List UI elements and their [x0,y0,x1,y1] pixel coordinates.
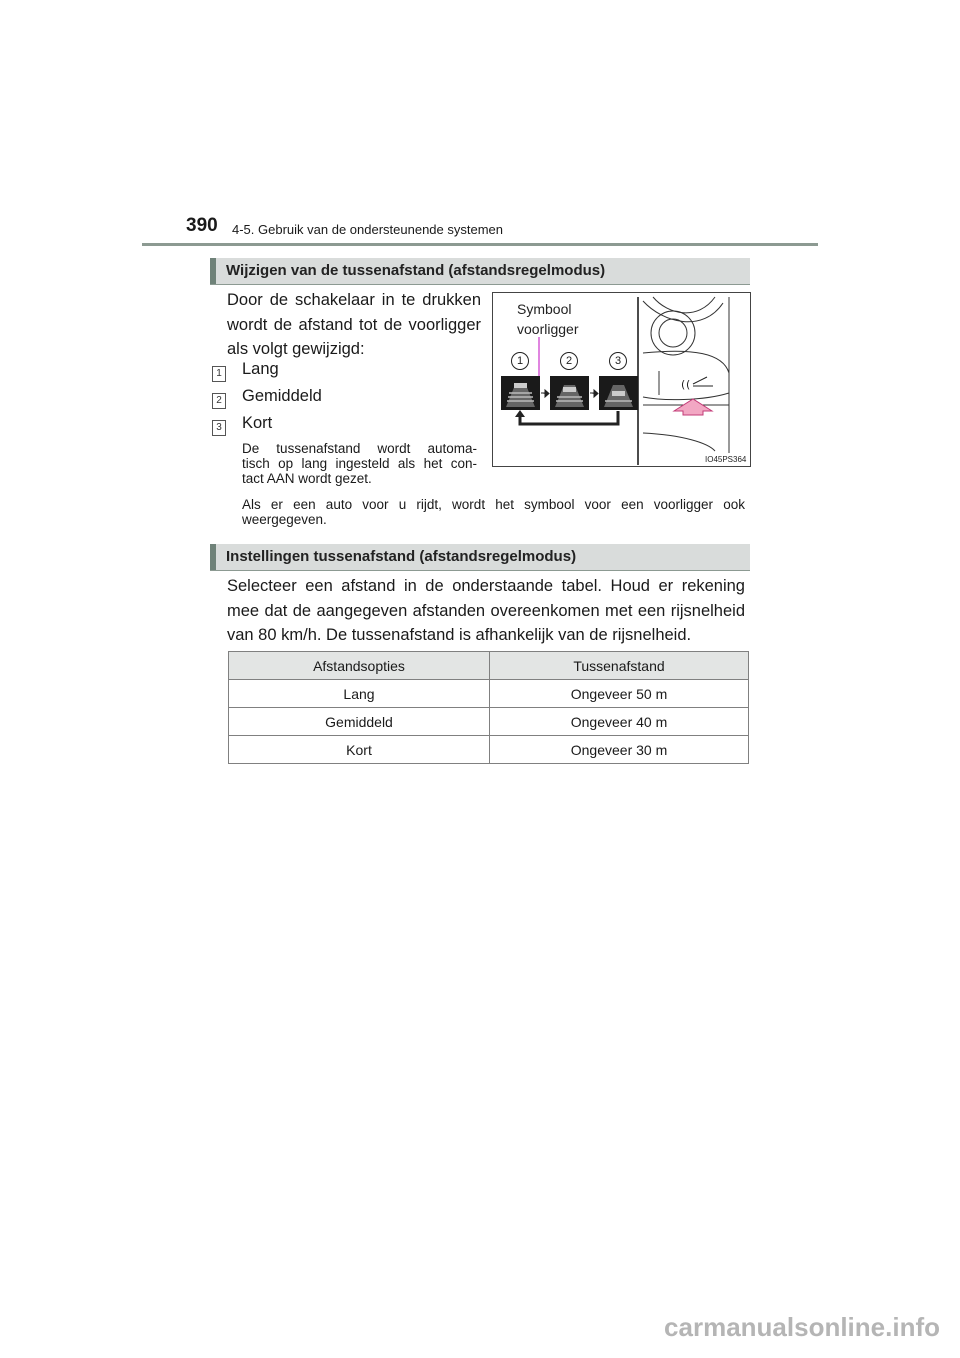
svg-text:(: ( [681,378,686,391]
list-item-label: Gemiddeld [242,387,322,405]
page-number: 390 [186,215,218,236]
note-leading-vehicle [242,497,745,527]
table-row [229,680,749,708]
number-box: 3 [212,420,226,436]
list-item [212,389,412,409]
table-cell: Kort [229,736,490,764]
section2-intro [227,574,745,648]
header-rule [142,243,818,246]
section1-intro-line-2: wordt de afstand tot de voorligger [227,315,481,334]
table-cell: Ongeveer 50 m [490,680,749,708]
note1-line-2: tisch op lang ingesteld als het con- [242,456,477,471]
number-box: 2 [212,393,226,409]
figure-number-2: 2 [565,355,573,367]
watermark: carmanualsonline.info [664,1312,940,1342]
note1-line-3: tact AAN wordt gezet. [242,471,372,486]
figure-distance-switch [492,292,751,467]
section1-heading-bar [210,258,750,284]
section-path: 4-5. Gebruik van de ondersteunende systemen [232,222,504,237]
figure-code: IO45PS364 [705,455,747,464]
table-header-cell: Afstandsopties [229,652,490,680]
list-item-label: Kort [242,414,273,432]
distance-options-table [228,651,749,764]
table-row [229,736,749,764]
table-header-row [229,652,749,680]
section2-heading-bar [210,544,750,570]
table-header-cell: Tussenafstand [490,652,749,680]
section2-heading-underline [210,570,750,571]
figure-number-3: 3 [614,355,622,367]
list-item-label: Lang [242,360,279,378]
display-screen-short [599,376,638,410]
section1-intro-line-3: als volgt gewijzigd: [227,340,365,358]
list-item [212,416,412,436]
note2-line-2: weergegeven. [242,512,327,527]
symbol-label-line-2: voorligger [517,321,579,337]
section2-heading: Instellingen tussenafstand (afstandsregelmodus) [226,548,577,565]
table-cell: Lang [229,680,490,708]
list-item [212,362,412,382]
section1-intro-line-1: Door de schakelaar in te drukken [227,291,481,309]
table-cell: Ongeveer 30 m [490,736,749,764]
table-row [229,708,749,736]
section1-heading-underline [210,284,750,285]
note2-line-1: Als er een auto voor u rijdt, wordt het symbool voor een voorligger ook [242,497,745,512]
number-box: 1 [212,366,226,382]
display-screen-medium [550,376,589,410]
table-cell: Gemiddeld [229,708,490,736]
section1-intro [227,288,481,362]
symbol-label [517,299,578,339]
section1-heading: Wijzigen van de tussenafstand (afstandsregelmodus) [226,262,606,279]
section2-intro-line-3: van 80 km/h. De tussenafstand is afhankelijk van de rijsnelheid. [227,626,692,644]
display-screen-long [501,376,540,410]
symbol-label-line-1: Symbool [517,301,572,317]
figure-number-1: 1 [516,355,524,367]
table-cell: Ongeveer 40 m [490,708,749,736]
section2-intro-line-2: mee dat de aangegeven afstanden overeenkomen met een rijsnelheid [227,601,745,620]
note1-line-1: De tussenafstand wordt automa- [242,441,477,456]
note-auto-long [242,441,477,486]
section2-intro-line-1: Selecteer een afstand in de onderstaande tabel. Houd er rekening [227,577,745,595]
svg-text:(: ( [686,378,691,391]
